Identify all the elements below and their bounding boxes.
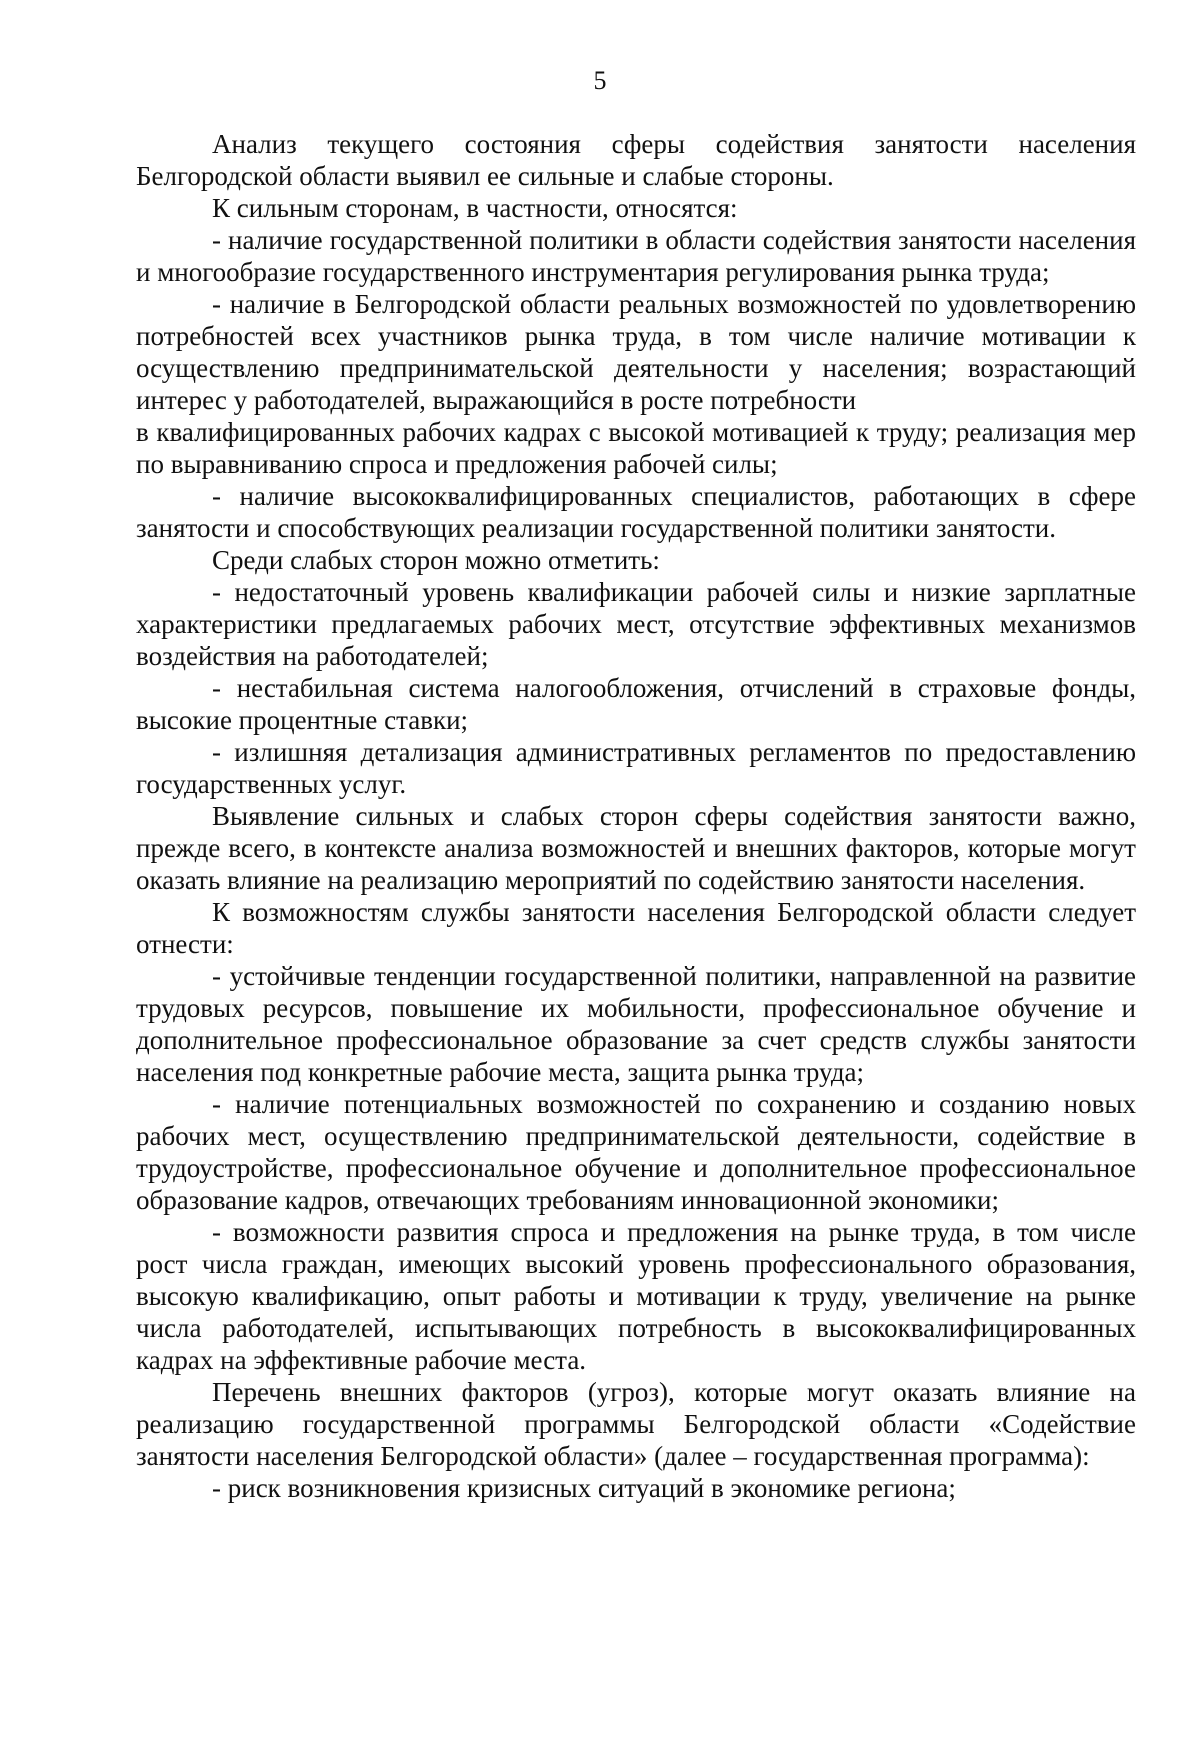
- paragraph: Среди слабых сторон можно отметить:: [212, 545, 660, 575]
- list-item: - излишняя детализация административных регламентов по предоставлению государственных услуг.: [136, 737, 1136, 799]
- page-number: 5: [593, 66, 607, 95]
- paragraph: Перечень внешних факторов (угроз), которые могут оказать влияние на реализацию государственной программы Белгородской области «Содействие занятости населения Белгородской области» (далее – государственная программа):: [136, 1377, 1136, 1471]
- list-item: - наличие высококвалифицированных специалистов, работающих в сфере занятости и способствующих реализации государственной политики занятости.: [136, 481, 1136, 543]
- paragraph: Анализ текущего состояния сферы содействия занятости населения Белгородской области выявил ее сильные и слабые стороны.: [136, 129, 1136, 191]
- document-body: [136, 128, 1136, 1504]
- list-item: - недостаточный уровень квалификации рабочей силы и низкие зарплатные характеристики предлагаемых рабочих мест, отсутствие эффективных механизмов воздействия на работодателей;: [136, 577, 1136, 671]
- paragraph-continuation: в квалифицированных рабочих кадрах с высокой мотивацией к труду; реализация мер по выравниванию спроса и предложения рабочей силы;: [136, 417, 1136, 479]
- paragraph: К сильным сторонам, в частности, относятся:: [212, 193, 738, 223]
- list-item: - риск возникновения кризисных ситуаций в экономике региона;: [212, 1473, 956, 1503]
- paragraph: К возможностям службы занятости населения Белгородской области следует отнести:: [136, 897, 1136, 959]
- list-item: - нестабильная система налогообложения, отчислений в страховые фонды, высокие процентные ставки;: [136, 673, 1136, 735]
- list-item: - устойчивые тенденции государственной политики, направленной на развитие трудовых ресурсов, повышение их мобильности, профессиональное обучение и дополнительное профессиональное образование за счет средств службы занятости населения под конкретные рабочие места, защита рынка труда;: [136, 961, 1136, 1087]
- list-item: - наличие в Белгородской области реальных возможностей по удовлетворению потребностей всех участников рынка труда, в том числе наличие мотивации к осуществлению предпринимательской деятельности у населения; возрастающий интерес у работодателей, выражающийся в росте потребности: [136, 289, 1136, 415]
- list-item: - наличие государственной политики в области содействия занятости населения и многообразие государственного инструментария регулирования рынка труда;: [136, 225, 1136, 287]
- list-item: - возможности развития спроса и предложения на рынке труда, в том числе рост числа граждан, имеющих высокий уровень профессионального образования, высокую квалификацию, опыт работы и мотивации к труду, увеличение на рынке числа работодателей, испытывающих потребность в высококвалифицированных кадрах на эффективные рабочие места.: [136, 1217, 1136, 1375]
- list-item: - наличие потенциальных возможностей по сохранению и созданию новых рабочих мест, осуществлению предпринимательской деятельности, содействие в трудоустройстве, профессиональное обучение и дополнительное профессиональное образование кадров, отвечающих требованиям инновационной экономики;: [136, 1089, 1136, 1215]
- paragraph: Выявление сильных и слабых сторон сферы содействия занятости важно, прежде всего, в контексте анализа возможностей и внешних факторов, которые могут оказать влияние на реализацию мероприятий по содействию занятости населения.: [136, 801, 1136, 895]
